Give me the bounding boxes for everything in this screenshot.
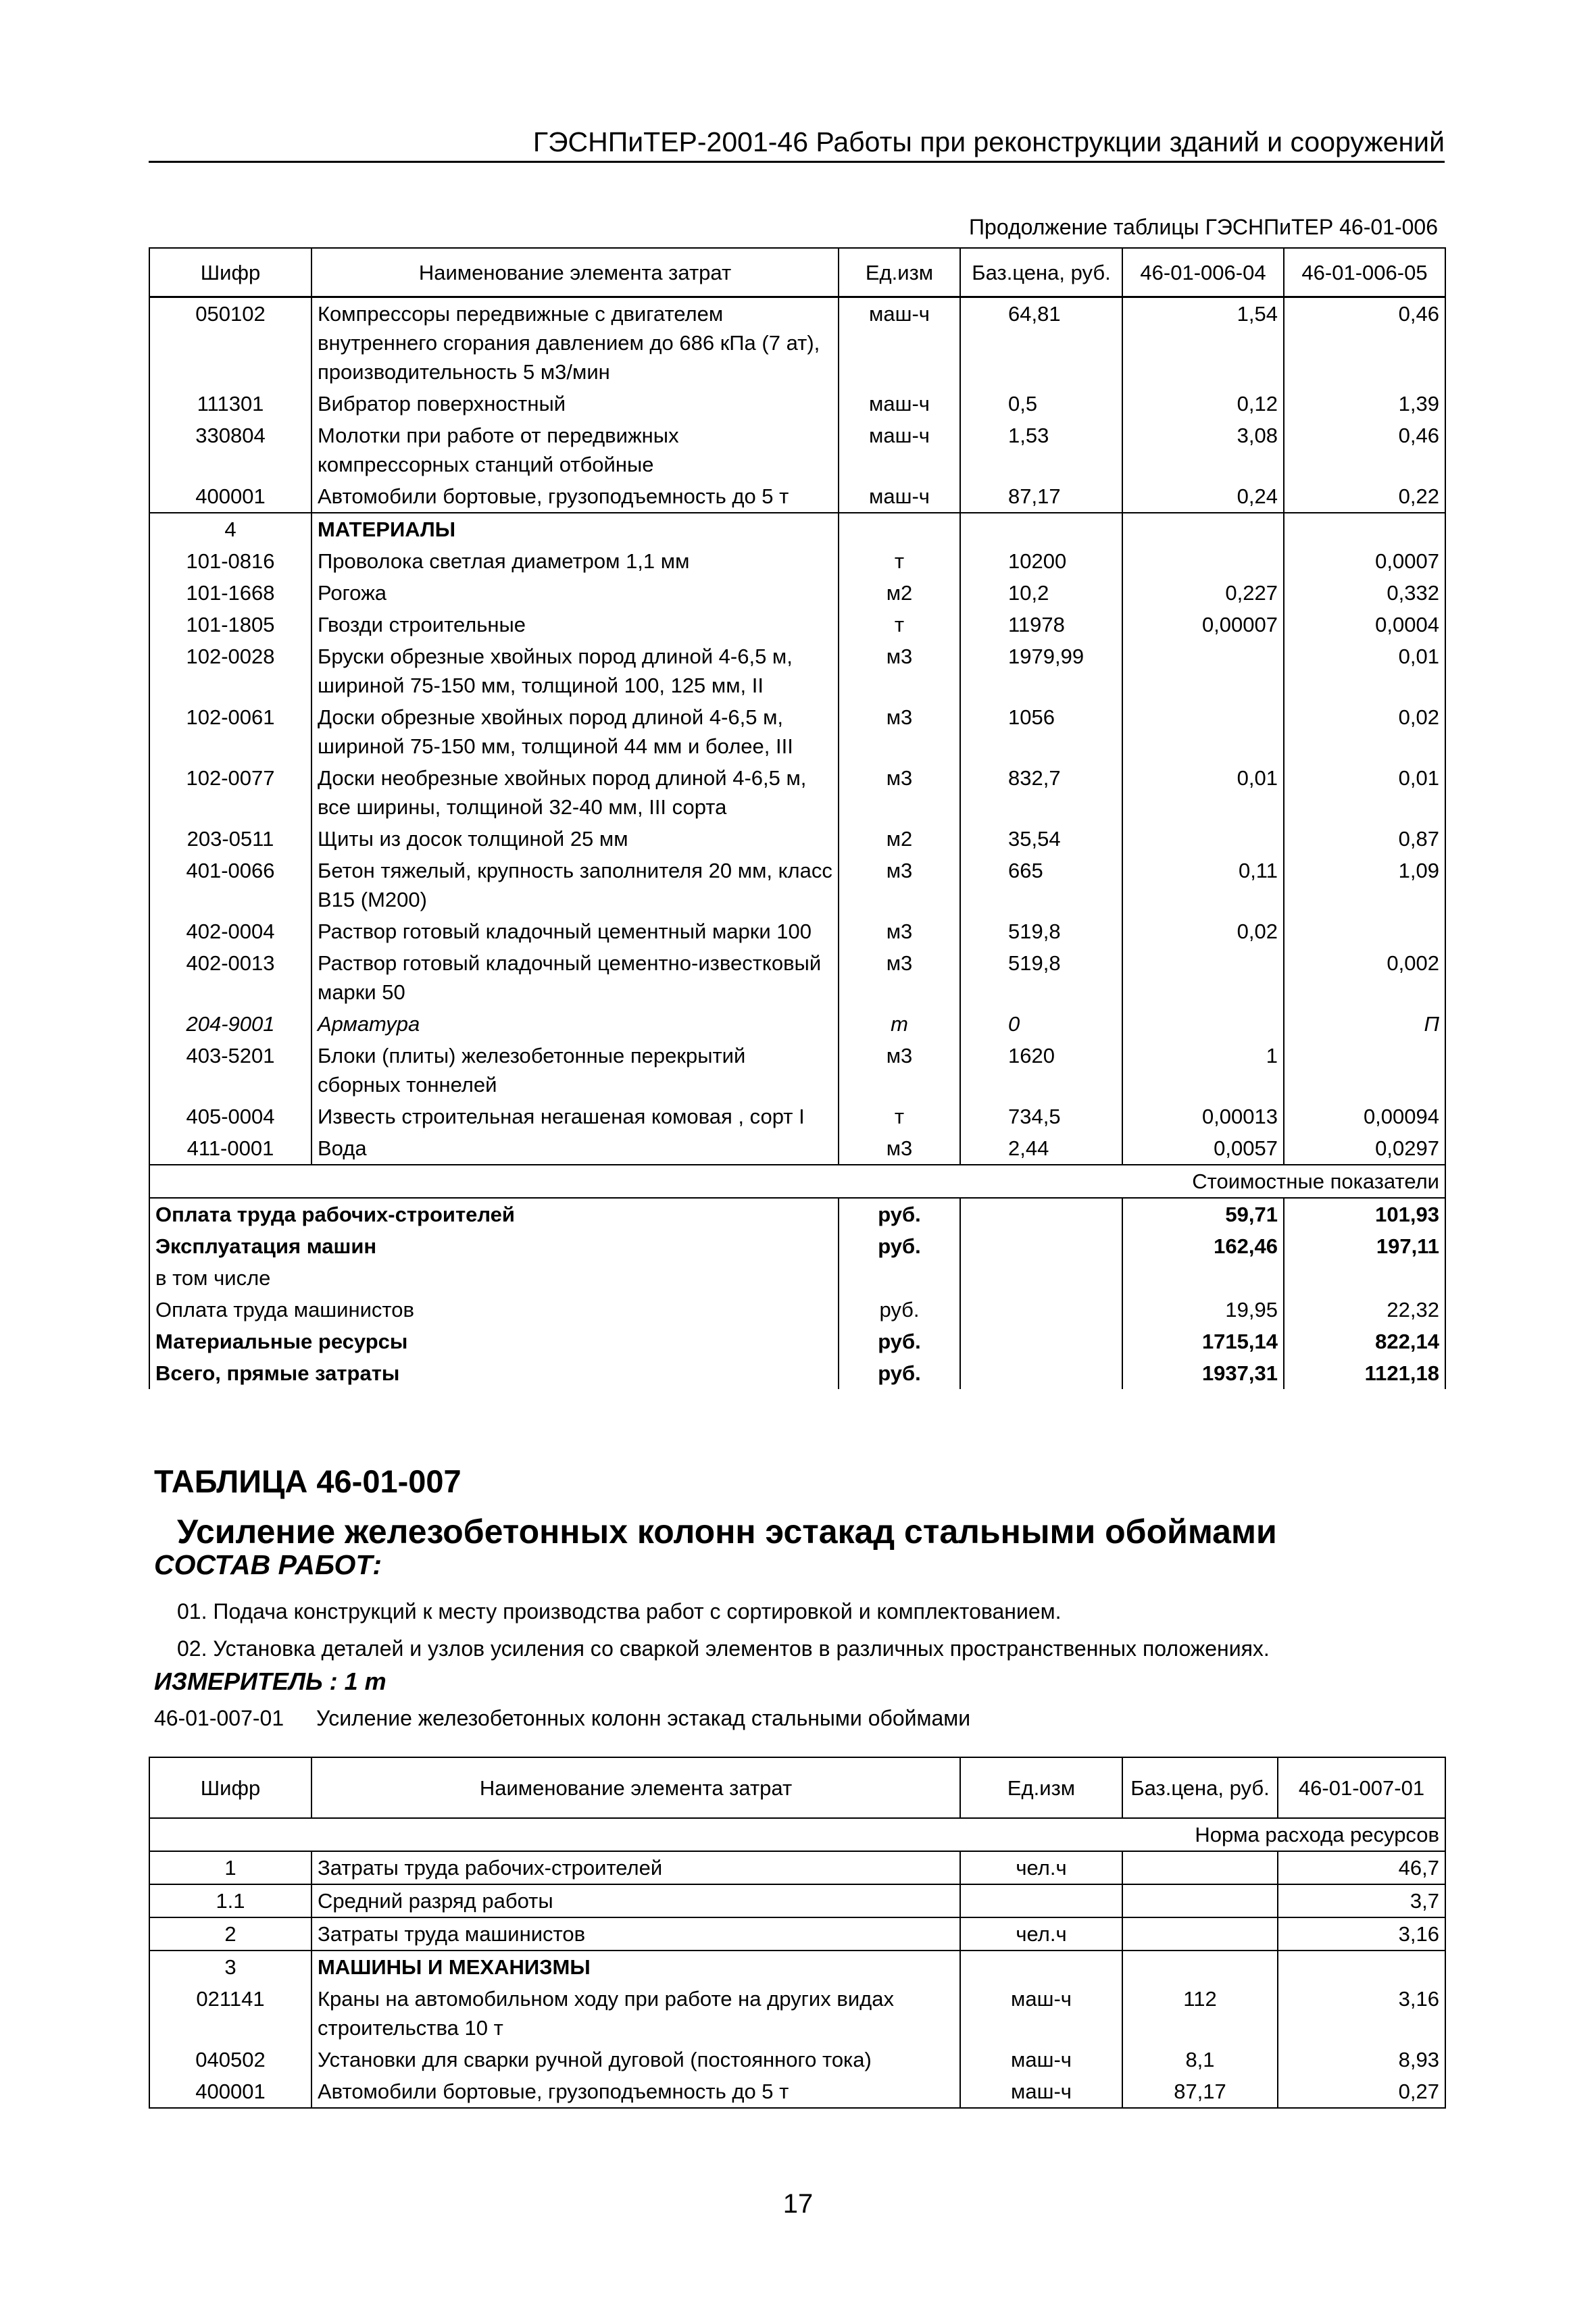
summary-unit: руб. — [839, 1198, 960, 1230]
cell-norm-04: 0,00013 — [1122, 1101, 1284, 1132]
cell-norm-05 — [1284, 1040, 1445, 1101]
cell-code: 330804 — [149, 420, 311, 480]
item-code: 46-01-007-01 — [154, 1706, 284, 1730]
cell-price: 1056 — [960, 701, 1122, 762]
cell-price: 1620 — [960, 1040, 1122, 1101]
table-row — [149, 1132, 1445, 1165]
cell-norm-05: 0,46 — [1284, 297, 1445, 388]
cell-name: Затраты труда рабочих-строителей — [311, 1851, 960, 1884]
cell-unit: т — [839, 1008, 960, 1040]
cell-name: Краны на автомобильном ходу при работе на других видах строительства 10 т — [311, 1983, 960, 2044]
cell-name: Щиты из досок толщиной 25 мм — [311, 823, 839, 855]
cell-code: 411-0001 — [149, 1132, 311, 1165]
work-composition-heading: СОСТАВ РАБОТ: — [154, 1549, 382, 1580]
cell-empty — [960, 1951, 1122, 1983]
cell-unit: маш-ч — [960, 2076, 1122, 2108]
cell-empty — [960, 1326, 1122, 1357]
cell-norm-04: 0,12 — [1122, 388, 1284, 420]
summary-label: Всего, прямые затраты — [149, 1357, 839, 1389]
cell-unit: маш-ч — [839, 388, 960, 420]
cell-name: Автомобили бортовые, грузоподъемность до 5 т — [311, 2076, 960, 2108]
cell-name: Доски обрезные хвойных пород длиной 4-6,5 м, шириной 75-150 мм, толщиной 44 мм и более, III — [311, 701, 839, 762]
cell-norm-05: 0,0004 — [1284, 609, 1445, 640]
summary-label: Оплата труда рабочих-строителей — [149, 1198, 839, 1230]
section-code: 3 — [149, 1951, 311, 1983]
cell-norm-04: 0,0057 — [1122, 1132, 1284, 1165]
cell-price: 665 — [960, 855, 1122, 915]
cell-norm-05: 0,01 — [1284, 762, 1445, 823]
cell-code: 101-1668 — [149, 577, 311, 609]
table-row — [149, 1040, 1445, 1101]
summary-norm-04: 59,71 — [1122, 1198, 1284, 1230]
cell-name: Компрессоры передвижные с двигателем внутреннего сгорания давлением до 686 кПа (7 ат), производительность 5 м3/мин — [311, 297, 839, 388]
cell-norm-05: 0,22 — [1284, 480, 1445, 513]
cell-price — [1122, 1851, 1278, 1884]
cell-price: 734,5 — [960, 1101, 1122, 1132]
cell-price: 832,7 — [960, 762, 1122, 823]
cell-code: 050102 — [149, 297, 311, 388]
table-row — [149, 762, 1445, 823]
cost-indicators-band — [149, 1165, 1445, 1198]
section-row-machines — [149, 1951, 1445, 1983]
cell-code: 1.1 — [149, 1884, 311, 1917]
table-row — [149, 1008, 1445, 1040]
cell-unit: чел.ч — [960, 1917, 1122, 1951]
cell-norm-05: 0,0007 — [1284, 545, 1445, 577]
col-header-price: Баз.цена, руб. — [960, 248, 1122, 297]
cell-name: Молотки при работе от передвижных компрессорных станций отбойные — [311, 420, 839, 480]
cell-name: Блоки (плиты) железобетонные перекрытий сборных тоннелей — [311, 1040, 839, 1101]
table-row — [149, 545, 1445, 577]
cell-norm-01: 0,27 — [1278, 2076, 1445, 2108]
col-header-norm-04: 46-01-006-04 — [1122, 248, 1284, 297]
cell-name: Бруски обрезные хвойных пород длиной 4-6,5 м, шириной 75-150 мм, толщиной 100, 125 мм, II — [311, 640, 839, 701]
section-code: 4 — [149, 513, 311, 545]
cell-norm-04: 3,08 — [1122, 420, 1284, 480]
cell-name: Арматура — [311, 1008, 839, 1040]
cell-price: 1,53 — [960, 420, 1122, 480]
cell-unit: м3 — [839, 701, 960, 762]
cell-name: Автомобили бортовые, грузоподъемность до 5 т — [311, 480, 839, 513]
cell-norm-05: 0,87 — [1284, 823, 1445, 855]
cell-norm-05 — [1284, 915, 1445, 947]
cell-unit: т — [839, 609, 960, 640]
section-label: МАШИНЫ И МЕХАНИЗМЫ — [311, 1951, 960, 1983]
cell-unit: маш-ч — [960, 2044, 1122, 2076]
summary-norm-05: 197,11 — [1284, 1230, 1445, 1262]
cell-norm-04: 1,54 — [1122, 297, 1284, 388]
cell-norm-04 — [1122, 1008, 1284, 1040]
summary-label: в том числе — [149, 1262, 839, 1294]
cell-name: Бетон тяжелый, крупность заполнителя 20 мм, класс В15 (М200) — [311, 855, 839, 915]
table-row — [149, 1983, 1445, 2044]
cell-code: 401-0066 — [149, 855, 311, 915]
cell-norm-05: 0,0297 — [1284, 1132, 1445, 1165]
table-row — [149, 577, 1445, 609]
cell-code: 102-0061 — [149, 701, 311, 762]
cell-norm-04: 0,24 — [1122, 480, 1284, 513]
cell-code: 040502 — [149, 2044, 311, 2076]
cell-norm-04: 0,00007 — [1122, 609, 1284, 640]
summary-norm-04 — [1122, 1262, 1284, 1294]
summary-unit: руб. — [839, 1230, 960, 1262]
cell-norm-05: 0,02 — [1284, 701, 1445, 762]
cell-empty — [1122, 513, 1284, 545]
cell-name: Проволока светлая диаметром 1,1 мм — [311, 545, 839, 577]
summary-row — [149, 1326, 1445, 1357]
cell-norm-04: 0,227 — [1122, 577, 1284, 609]
cell-name: Затраты труда машинистов — [311, 1917, 960, 1951]
cell-norm-01: 8,93 — [1278, 2044, 1445, 2076]
summary-unit — [839, 1262, 960, 1294]
table-row — [149, 947, 1445, 1008]
running-header: ГЭСНПиТЕР-2001-46 Работы при реконструкции зданий и сооружений — [149, 123, 1445, 163]
table-row — [149, 2076, 1445, 2108]
summary-unit: руб. — [839, 1326, 960, 1357]
col-header-norm-05: 46-01-006-05 — [1284, 248, 1445, 297]
table-row — [149, 2044, 1445, 2076]
cell-price — [1122, 1884, 1278, 1917]
cell-name: Вибратор поверхностный — [311, 388, 839, 420]
cell-unit: м3 — [839, 1132, 960, 1165]
cell-unit: м3 — [839, 640, 960, 701]
col-header-name: Наименование элемента затрат — [311, 1757, 960, 1818]
summary-row — [149, 1198, 1445, 1230]
cell-norm-04: 1 — [1122, 1040, 1284, 1101]
cell-empty — [960, 1294, 1122, 1326]
summary-row — [149, 1294, 1445, 1326]
cell-norm-05: 0,46 — [1284, 420, 1445, 480]
cell-unit: м3 — [839, 1040, 960, 1101]
cell-norm-05: П — [1284, 1008, 1445, 1040]
cell-unit: маш-ч — [839, 480, 960, 513]
cell-norm-05: 0,01 — [1284, 640, 1445, 701]
cell-empty — [960, 513, 1122, 545]
cell-empty — [960, 1357, 1122, 1389]
col-header-unit: Ед.изм — [960, 1757, 1122, 1818]
col-header-code: Шифр — [149, 1757, 311, 1818]
cell-name: Раствор готовый кладочный цементно-известковый марки 50 — [311, 947, 839, 1008]
cell-name: Вода — [311, 1132, 839, 1165]
cell-unit — [960, 1884, 1122, 1917]
table-subtitle: Усиление железобетонных колонн эстакад стальными обоймами — [177, 1513, 1277, 1551]
work-item-01: 01. Подача конструкций к месту производства работ с сортировкой и комплектованием. — [177, 1599, 1062, 1624]
cell-price: 0 — [960, 1008, 1122, 1040]
cell-code: 400001 — [149, 480, 311, 513]
norm-band-label: Норма расхода ресурсов — [149, 1818, 1445, 1851]
table-header-row — [149, 248, 1445, 297]
cell-price: 519,8 — [960, 915, 1122, 947]
norm-band — [149, 1818, 1445, 1851]
cell-unit: м2 — [839, 823, 960, 855]
cell-norm-04: 0,02 — [1122, 915, 1284, 947]
cell-name: Раствор готовый кладочный цементный марки 100 — [311, 915, 839, 947]
cell-unit: м3 — [839, 762, 960, 823]
resource-table-46-01-007 — [149, 1757, 1446, 2109]
cell-empty — [1122, 1951, 1278, 1983]
table-row — [149, 823, 1445, 855]
summary-norm-04: 19,95 — [1122, 1294, 1284, 1326]
cell-unit: т — [839, 545, 960, 577]
summary-unit: руб. — [839, 1294, 960, 1326]
summary-norm-04: 1715,14 — [1122, 1326, 1284, 1357]
summary-label: Оплата труда машинистов — [149, 1294, 839, 1326]
cell-unit: маш-ч — [960, 1983, 1122, 2044]
cell-norm-05: 1,09 — [1284, 855, 1445, 915]
cell-unit: м3 — [839, 855, 960, 915]
table-row — [149, 388, 1445, 420]
cell-name: Средний разряд работы — [311, 1884, 960, 1917]
summary-row — [149, 1230, 1445, 1262]
summary-norm-05: 22,32 — [1284, 1294, 1445, 1326]
cell-unit: м2 — [839, 577, 960, 609]
cell-code: 2 — [149, 1917, 311, 1951]
cell-unit: маш-ч — [839, 420, 960, 480]
cell-empty — [960, 1262, 1122, 1294]
resource-table-46-01-006 — [149, 247, 1446, 1389]
table-header-row — [149, 1757, 1445, 1818]
cell-empty — [960, 1230, 1122, 1262]
section-label: МАТЕРИАЛЫ — [311, 513, 839, 545]
cell-unit: м3 — [839, 915, 960, 947]
cell-price: 112 — [1122, 1983, 1278, 2044]
cell-norm-05: 0,00094 — [1284, 1101, 1445, 1132]
cell-norm-05: 1,39 — [1284, 388, 1445, 420]
cost-indicators-label: Стоимостные показатели — [149, 1165, 1445, 1198]
summary-norm-05: 101,93 — [1284, 1198, 1445, 1230]
cell-code: 102-0028 — [149, 640, 311, 701]
cell-code: 402-0013 — [149, 947, 311, 1008]
cell-norm-04 — [1122, 823, 1284, 855]
table-row — [149, 1884, 1445, 1917]
cell-norm-04: 0,01 — [1122, 762, 1284, 823]
cell-norm-05: 0,332 — [1284, 577, 1445, 609]
cell-norm-04 — [1122, 947, 1284, 1008]
cell-code: 111301 — [149, 388, 311, 420]
col-header-price: Баз.цена, руб. — [1122, 1757, 1278, 1818]
cell-unit: маш-ч — [839, 297, 960, 388]
cell-empty — [839, 513, 960, 545]
summary-norm-05: 1121,18 — [1284, 1357, 1445, 1389]
page-number: 17 — [782, 2189, 814, 2219]
cell-price: 2,44 — [960, 1132, 1122, 1165]
table-caption: Продолжение таблицы ГЭСНПиТЕР 46-01-006 — [969, 215, 1438, 239]
cell-name: Установки для сварки ручной дуговой (постоянного тока) — [311, 2044, 960, 2076]
table-row — [149, 297, 1445, 388]
cell-unit: т — [839, 1101, 960, 1132]
cell-price: 11978 — [960, 609, 1122, 640]
cell-code: 021141 — [149, 1983, 311, 2044]
cell-norm-04: 0,11 — [1122, 855, 1284, 915]
cell-code: 204-9001 — [149, 1008, 311, 1040]
col-header-code: Шифр — [149, 248, 311, 297]
cell-name: Гвозди строительные — [311, 609, 839, 640]
cell-name: Доски необрезные хвойных пород длиной 4-6,5 м, все ширины, толщиной 32-40 мм, III сорта — [311, 762, 839, 823]
cell-price: 8,1 — [1122, 2044, 1278, 2076]
cell-code: 203-0511 — [149, 823, 311, 855]
cell-code: 101-1805 — [149, 609, 311, 640]
cell-price — [1122, 1917, 1278, 1951]
cell-norm-04 — [1122, 701, 1284, 762]
cell-norm-04 — [1122, 640, 1284, 701]
cell-norm-01: 3,16 — [1278, 1983, 1445, 2044]
cell-code: 400001 — [149, 2076, 311, 2108]
table-row — [149, 855, 1445, 915]
cell-empty — [960, 1198, 1122, 1230]
table-row — [149, 1851, 1445, 1884]
cell-unit: чел.ч — [960, 1851, 1122, 1884]
table-row — [149, 1917, 1445, 1951]
cell-price: 87,17 — [960, 480, 1122, 513]
summary-row — [149, 1357, 1445, 1389]
cell-price: 0,5 — [960, 388, 1122, 420]
cell-price: 10200 — [960, 545, 1122, 577]
item-name: Усиление железобетонных колонн эстакад стальными обоймами — [316, 1706, 971, 1730]
cell-norm-04 — [1122, 545, 1284, 577]
cell-norm-01: 46,7 — [1278, 1851, 1445, 1884]
work-item-02: 02. Установка деталей и узлов усиления со сваркой элементов в различных пространственных положениях. — [177, 1636, 1270, 1661]
summary-norm-04: 162,46 — [1122, 1230, 1284, 1262]
cell-unit: м3 — [839, 947, 960, 1008]
cell-price: 35,54 — [960, 823, 1122, 855]
table-title: ТАБЛИЦА 46-01-007 — [154, 1463, 462, 1499]
cell-price: 64,81 — [960, 297, 1122, 388]
cell-price: 1979,99 — [960, 640, 1122, 701]
summary-unit: руб. — [839, 1357, 960, 1389]
table-row — [149, 701, 1445, 762]
cell-empty — [1278, 1951, 1445, 1983]
summary-label: Материальные ресурсы — [149, 1326, 839, 1357]
summary-norm-05: 822,14 — [1284, 1326, 1445, 1357]
cell-code: 1 — [149, 1851, 311, 1884]
table-row — [149, 420, 1445, 480]
cell-empty — [1284, 513, 1445, 545]
measurement-unit: ИЗМЕРИТЕЛЬ : 1 т — [154, 1667, 386, 1695]
table-row — [149, 609, 1445, 640]
cell-norm-01: 3,7 — [1278, 1884, 1445, 1917]
cell-name: Рогожа — [311, 577, 839, 609]
cell-price: 87,17 — [1122, 2076, 1278, 2108]
col-header-name: Наименование элемента затрат — [311, 248, 839, 297]
cell-code: 402-0004 — [149, 915, 311, 947]
col-header-unit: Ед.изм — [839, 248, 960, 297]
table-row — [149, 480, 1445, 513]
cell-price: 519,8 — [960, 947, 1122, 1008]
cell-code: 405-0004 — [149, 1101, 311, 1132]
summary-norm-04: 1937,31 — [1122, 1357, 1284, 1389]
summary-row — [149, 1262, 1445, 1294]
section-row-materials — [149, 513, 1445, 545]
table-row — [149, 915, 1445, 947]
cell-price: 10,2 — [960, 577, 1122, 609]
cell-norm-05: 0,002 — [1284, 947, 1445, 1008]
table-row — [149, 1101, 1445, 1132]
summary-norm-05 — [1284, 1262, 1445, 1294]
cell-name: Известь строительная негашеная комовая , сорт I — [311, 1101, 839, 1132]
col-header-norm-01: 46-01-007-01 — [1278, 1757, 1445, 1818]
summary-label: Эксплуатация машин — [149, 1230, 839, 1262]
cell-code: 403-5201 — [149, 1040, 311, 1101]
cell-code: 102-0077 — [149, 762, 311, 823]
cell-code: 101-0816 — [149, 545, 311, 577]
cell-norm-01: 3,16 — [1278, 1917, 1445, 1951]
table-row — [149, 640, 1445, 701]
